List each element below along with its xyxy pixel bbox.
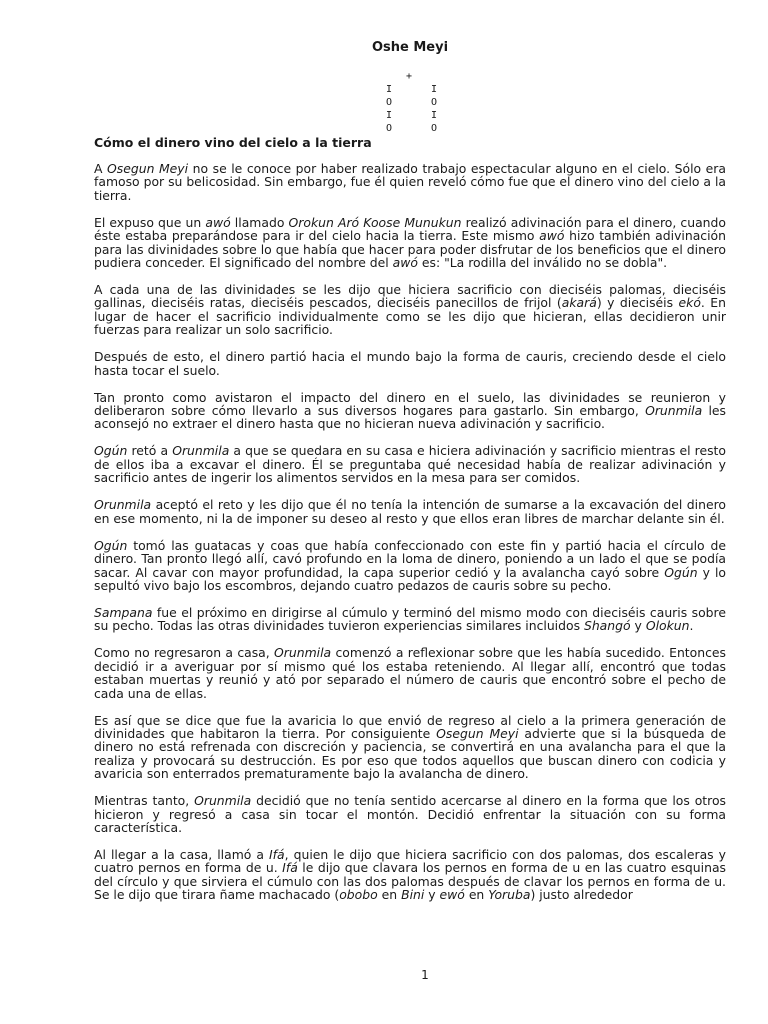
text-run: A [94,161,108,176]
odu-left-column [386,83,392,135]
odu-mark: I [431,110,438,121]
italic-term: awó [392,255,418,271]
text-run: Es así que se dice que fue la avaricia lo que envió de regreso al cielo a la primera generación de divinidades que habitaron la tierra. Por consiguiente [94,712,726,741]
italic-term: obobo [339,887,378,903]
italic-term: Shangó [583,618,631,634]
text-run: , quien le dijo que hiciera sacrificio con dos palomas, dos escaleras y cuatro pernos en forma de u. [94,846,726,876]
text-run: comenzó a reflexionar sobre que les había sucedido. Entonces decidió ir a averiguar por sí mismo qué los estaba reteniendo. Al llegar allí, encontró que todas estaban muertas y reunió y ató por separado el número de cauris que encontró sobre el pecho de cada una de ellas. [94,645,726,701]
italic-term: Bini [401,887,425,903]
text-run: Como no regresaron a casa, [94,645,275,661]
text-run: y [630,618,646,634]
text-run: les aconsejó no extraer el dinero hasta que no hicieran nueva adivinación y sacrificio. [94,403,726,432]
paragraph [94,350,726,377]
paragraph [94,794,726,834]
text-run: decidió que no tenía sentido acercarse al dinero en la forma que los otros hicieron y regresó a casa sin tocar el montón. Decidió enfrentar la situación con su forma característica. [94,793,726,835]
paragraph [94,283,726,337]
text-run: aceptó el reto y les dijo que él no tenía la intención de sumarse a la excavación del dinero en ese momento, ni la de imponer su deseo al resto y que ellos eran libres de marchar delante sin él. [94,497,726,526]
italic-term: Ogún [94,443,128,459]
text-run: le dijo que clavara los pernos en forma de u en las cuatro esquinas del círculo y que sirviera el cúmulo con las dos palomas después de clavar los pernos en forma de u. Se le dijo que tirara ñame machacado ( [94,860,726,903]
text-run: y lo sepultó vivo bajo los escombros, dejando cuatro pedazos de cauris sobre su pecho. [94,564,727,593]
text-run: A cada una de las divinidades se les dijo que hiciera sacrificio con dieciséis palomas, dieciséis gallinas, dieciséis ratas, dieciséis pescados, dieciséis panecillos de frijol ( [94,282,726,311]
text-run: hizo también adivinación para las divinidades sobre lo que había que hacer para poder disfrutar de los beneficios que el dinero pudiera conceder. El significado del nombre del [94,228,726,271]
italic-term: Sampana [94,604,153,620]
italic-term: awó [539,228,565,244]
text-run: ) y dieciséis [596,295,679,311]
odu-mark: O [431,97,438,108]
text-run: . [689,618,694,634]
italic-term: Ogún [664,564,698,580]
italic-term: Orunmila [172,443,230,459]
paragraph [94,646,726,700]
paragraph [94,444,726,484]
paragraph [94,848,726,902]
text-run: en [377,887,402,903]
italic-term: Osegun Meyi [107,161,189,176]
paragraph [94,714,726,781]
text-run: retó a [127,443,173,459]
odu-mark: O [386,123,393,134]
text-run: y [424,887,440,903]
text-run: El expuso que un [94,214,206,230]
body-text [94,162,726,915]
italic-term: Orunmila [94,497,152,513]
odu-mark: O [431,123,438,134]
text-run: ) justo alrededor [530,887,633,903]
odu-mark: I [386,110,393,121]
italic-term: Orunmila [274,645,332,661]
italic-term: awó [205,214,231,230]
text-run: a que se quedara en su casa e hiciera adivinación y sacrificio mientras el resto de ellos iba a excavar el dinero. Él se preguntaba qué necesidad había de realizar adivinación y sacrificio antes de ingerir los alimentos servidos en la mesa para ser comidos. [94,443,726,486]
odu-right-column [431,83,437,135]
document-title: Oshe Meyi [371,40,449,55]
italic-term: Orunmila [194,793,252,809]
italic-term: Orokun Aró Koose Munukun [288,214,462,230]
italic-term: Ifá [282,860,298,876]
page-number: 1 [421,968,429,982]
italic-term: ewó [439,887,465,903]
odu-mark: O [386,97,393,108]
section-heading: Cómo el dinero vino del cielo a la tierra [94,135,372,150]
paragraph [94,539,726,593]
text-run: no se le conoce por haber realizado trabajo espectacular alguno en el cielo. Sólo era famoso por su belicosidad. Sin embargo, fue él quien reveló cómo fue que el dinero vino del cielo a la tierra. [94,161,726,203]
paragraph [94,391,726,431]
odu-cross-mark: + [406,71,413,82]
text-run: en [464,887,489,903]
paragraph [94,162,726,202]
paragraph [94,498,726,525]
odu-mark: I [431,84,438,95]
italic-term: Orunmila [645,403,703,419]
text-run: Al llegar a la casa, llamó a [94,846,270,862]
odu-mark: I [386,84,393,95]
text-run: Tan pronto como avistaron el impacto del dinero en el suelo, las divinidades se reunieron y deliberaron sobre cómo llevarlo a sus diversos hogares para gastarlo. Sin embargo, [94,389,726,419]
italic-term: Ifá [269,846,285,862]
text-run: realizó adivinación para el dinero, cuando éste estaba preparándose para ir del cielo hacia la tierra. Este mismo [94,214,726,244]
italic-term: Osegun Meyi [436,725,519,741]
text-run: tomó las guatacas y coas que había confeccionado con este fin y partió hacia el círculo de dinero. Tan pronto llegó allí, cavó profundo en la loma de dinero, poniendo a un lado el que se podía sacar. Al cavar con mayor profundidad, la capa superior cedió y la avalancha cayó sobre [94,537,726,580]
odu-figure [358,70,458,136]
italic-term: Olokun [645,618,690,634]
text-run: Mientras tanto, [94,793,195,809]
text-run: llamado [230,214,289,230]
italic-term: Ogún [94,537,128,553]
italic-term: ekó [678,295,701,311]
italic-term: akará [561,295,597,311]
paragraph [94,606,726,633]
italic-term: Yoruba [488,887,531,903]
text-run: advierte que si la búsqueda de dinero no está refrenada con discreción y paciencia, se convertirá en una avalancha para el que la realiza y provocará su destrucción. Es por eso que todos aquellos que buscan dinero con codicia y avaricia son enterrados prematuramente bajo la avalancha de dinero. [94,725,726,782]
text-run: fue el próximo en dirigirse al cúmulo y terminó del mismo modo con dieciséis cauris sobre su pecho. Todas las otras divinidades tuvieron experiencias similares incluidos [94,604,726,634]
paragraph [94,216,726,270]
text-run: . En lugar de hacer el sacrificio individualmente como se les dijo que hicieran, ellas decidieron unir fuerzas para realizar un solo sacrificio. [94,295,726,338]
text-run: Después de esto, el dinero partió hacia el mundo bajo la forma de cauris, creciendo desde el cielo hasta tocar el suelo. [94,349,726,378]
text-run: es: "La rodilla del inválido no se dobla". [417,255,668,271]
